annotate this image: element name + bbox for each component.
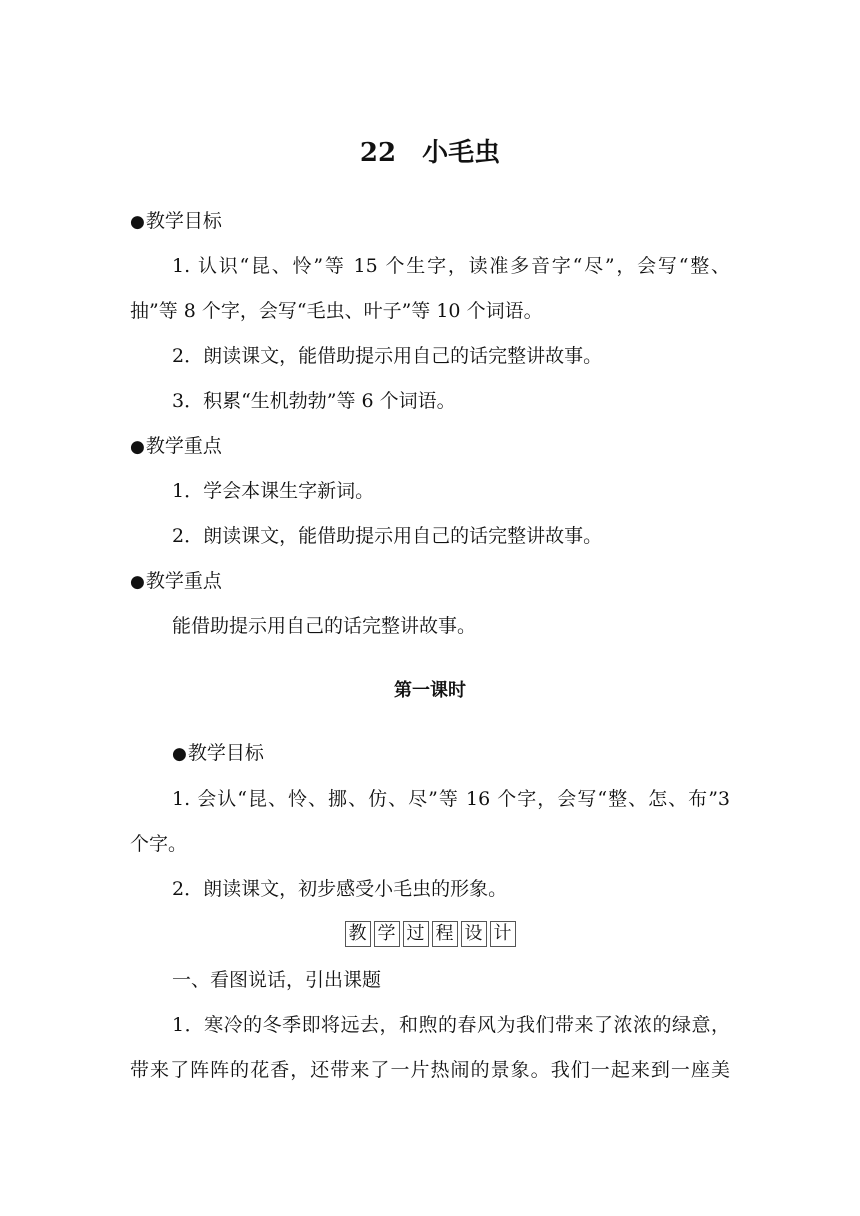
banner-char: 教 (345, 921, 371, 947)
goal-item-1-continued: 抽”等 8 个字，会写“毛虫、叶子”等 10 个词语。 (130, 300, 543, 322)
bullet-icon: ● (130, 437, 145, 457)
key-item-1: 1．学会本课生字新词。 (172, 480, 375, 502)
step1-line-1: 1．寒冷的冬季即将远去，和煦的春风为我们带来了浓浓的绿意， (172, 1014, 730, 1036)
goal-item-3: 3．积累“生机勃勃”等 6 个词语。 (172, 390, 456, 412)
step1-line-2: 带来了阵阵的花香，还带来了一片热闹的景象。我们一起来到一座美 (130, 1059, 730, 1081)
banner-char: 计 (490, 921, 516, 947)
lesson-goal-2: 2．朗读课文，初步感受小毛虫的形象。 (172, 878, 508, 900)
banner-char: 程 (432, 921, 458, 947)
goals-heading (130, 208, 222, 235)
difficulty-item: 能借助提示用自己的话完整讲故事。 (172, 615, 477, 637)
design-process-banner (0, 921, 860, 947)
page-title: 22 小毛虫 (359, 138, 501, 168)
goal-item-2: 2．朗读课文，能借助提示用自己的话完整讲故事。 (172, 345, 603, 367)
key-heading (130, 433, 222, 460)
difficulty-heading-label: 教学重点 (145, 570, 222, 592)
banner-char: 过 (403, 921, 429, 947)
goal-item-1: 1. 认识“昆、怜”等 15 个生字，读准多音字“尽”，会写“整、 (172, 255, 730, 277)
key-item-2: 2．朗读课文，能借助提示用自己的话完整讲故事。 (172, 525, 603, 547)
bullet-icon: ● (130, 212, 145, 232)
bullet-icon: ● (130, 572, 145, 592)
lesson-goal-1: 1. 会认“昆、怜、挪、仿、尽”等 16 个字，会写“整、怎、布”3 (172, 788, 730, 810)
step1-heading: 一、看图说话，引出课题 (172, 969, 382, 991)
key-heading-label: 教学重点 (145, 435, 222, 457)
lesson-goal-1-continued: 个字。 (130, 833, 188, 855)
goals-heading-label: 教学目标 (145, 210, 222, 232)
difficulty-heading (130, 568, 222, 595)
lesson-goals-heading-label: 教学目标 (187, 742, 264, 764)
banner-char: 设 (461, 921, 487, 947)
lesson-heading: 第一课时 (394, 680, 466, 701)
bullet-icon: ● (172, 744, 187, 764)
lesson-goals-heading (172, 740, 264, 767)
banner-char: 学 (374, 921, 400, 947)
